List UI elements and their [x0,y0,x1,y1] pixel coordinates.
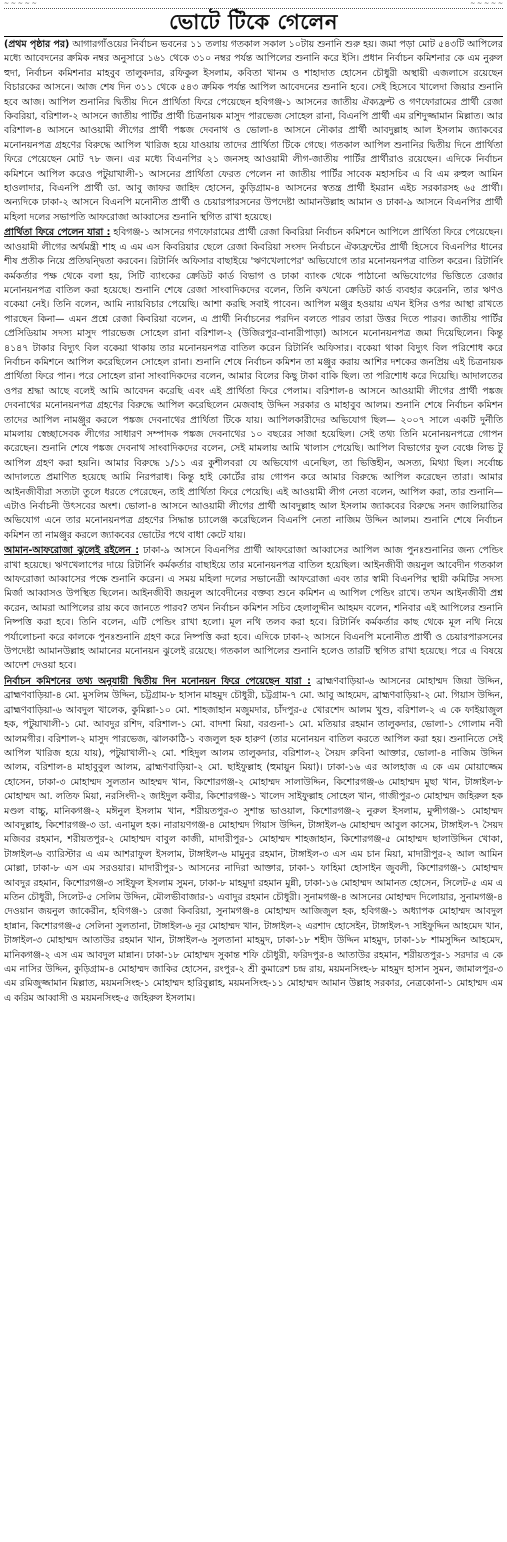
top-strip-right: ~ ~ ~ ~ ~ [470,0,503,7]
paragraph-text: আগারগাঁওয়ের নির্বাচন ভবনের ১১ তলায় গতকাল সকাল ১০টায় শুনানি শুরু হয়। জমা পড়া মোট ৫৪৩টি আপিলের মধ্যে আবেদনের ক্রমিক নম্বর অনুসারে ১৬১ থেকে ৩১০ নম্বর পর্যন্ত আপিলের শুনানি করে ইসি। প্রধান নির্বাচন কমিশনার কে এম নুরুল হুদা, নির্বাচন কমিশনার মাহবুব তালুকদার, রফিকুল ইসলাম, কবিতা খানম ও শাহাদাত হোসেন চৌধুরী অস্থায়ী এজলাসে রয়েছেন বিচারকের আসনে। আজ শেষ দিন ৩১১ থেকে ৫৪৩ ক্রমিক পর্যন্ত আপিল আবেদনের শুনানি হবে। সেই হিসেবে খালেদা জিয়ার শুনানি হবে আজ। আপিল শুনানির দ্বিতীয় দিনে প্রার্থিতা ফিরে পেয়েছেন হবিগঞ্জ-১ আসনের জাতীয় ঐক্যফ্রন্ট ও গণফোরামের প্রার্থী রেজা কিবরিয়া, বরিশাল-২ আসনে জাতীয় পার্টির প্রার্থী চিত্রনায়ক মাসুদ পারভেজ সোহেল রানা, বিএনপি প্রার্থী এম রশিদুজ্জামান মিল্লাত। আর বরিশাল-৪ আসনে আওয়ামী লীগের প্রার্থী পঙ্কজ দেবনাথ ও ভোলা-৪ আসনে নৌকার প্রার্থী আবদুল্লাহ আল ইসলাম জ্যাকবের মনোনয়নপত্র গ্রহণের বিরুদ্ধে আপিল খারিজ হয়ে যাওয়ায় তাদের প্রার্থিতা টিকে গেছে। গতকাল আপিল শুনানির দ্বিতীয় দিনে প্রার্থিতা ফিরে পেয়েছেন মোট ৭৮ জন। এর মধ্যে বিএনপির ২১ জনসহ আওয়ামী লীগ-জাতীয় পার্টির প্রার্থীরাও রয়েছেন। এদিকে নির্বাচন কমিশনে আপিল করেও পটুয়াখালী-১ আসনের প্রার্থিতা ফেরত পেলেন না জাতীয় পার্টির সাবেক মহাসচিব এ বি এম রুহুল আমিন হাওলাদার, বিএনপি প্রার্থী ডা. আবু জাফর জাহিদ হোসেন, কুড়িগ্রাম-৪ আসনের স্বতন্ত্র প্রার্থী ইমরান এইচ সরকারসহ ৬৫ প্রার্থী। অন্যদিকে ঢাকা-২ আসনে বিএনপি মনোনীত প্রার্থী ও চেয়ারপারসনের উপদেষ্টা আমানউল্লাহ আমান ও ঢাকা-৯ আসনে বিএনপির প্রার্থী মহিলা দলের সভাপতি আফরোজা আব্বাসের শুনানি স্থগিত রাখা হয়েছে। [4,39,503,223]
paragraph-list [4,675,503,1006]
paragraph-text: ঢাকা-৯ আসনে বিএনপির প্রার্থী আফরোজা আব্বাসের আপিল আজ পুনঃশুনানির জন্য পেন্ডিং রাখা হয়েছে। ঋণখেলাপের দায়ে রিটার্নিং কর্মকর্তার বাছাইয়ে তার মনোনয়নপত্র বাতিল হয়েছিল। আইনজীবী জয়নুল আবেদীন গতকাল আফরোজা আব্বাসের পক্ষে শুনানি করেন। এ সময় মহিলা দলের সভানেত্রী আফরোজা এবং তার স্বামী বিএনপির স্থায়ী কমিটির সদস্য মির্জা আব্বাসও উপস্থিত ছিলেন। আইনজীবী জয়নুল আবেদীনের বক্তব্য শুনে কমিশন এ আপিল পেন্ডিং রাখে। তখন আইনজীবী প্রশ্ন করেন, আমরা আপিলের রায় কবে জানতে পারব? তখন নির্বাচন কমিশন সচিব হেলালুদ্দীন আহমদ বলেন, শনিবার এই আপিলের শুনানি নিষ্পত্তি করা হবে। তিনি বলেন, এটি পেন্ডিং রাখা হলো। মূল নথি তলব করা হবে। রিটার্নিং কর্মকর্তার কাছ থেকে মূল নথি নিয়ে পর্যালোচনা করে কালকে পুনঃশুনানি গ্রহণ করে নিষ্পত্তি করা হবে। এদিকে ঢাকা-২ আসনে বিএনপি মনোনীত প্রার্থী ও চেয়ারপারসনের উপদেষ্টা আমানউল্লাহ আমানের মনোনয়ন ঝুলেই রয়েছে। গতকাল আপিলের শুনানি হলেও তারটি স্থগিত রাখা হয়েছে। পরে এ বিষয়ে আদেশ দেওয়া হবে। [4,545,503,672]
top-strip-left: ~ ~ ~ ~ ~ [4,0,37,7]
subheading-pending: আমান-আফরোজা ঝুলেই রইলেন : [4,545,139,557]
continuation-marker: (প্রথম পৃষ্ঠার পর) [4,39,70,50]
paragraph-text: ব্রাহ্মণবাড়িয়া-৬ আসনের মোহাম্মদ জিয়া উদ্দিন, ব্রাহ্মণবাড়িয়া-৪ মো. মুসলিম উদ্দিন, চট্টগ্রাম-৮ হাসান মাহমুদ চৌধুরী, চট্টগ্রাম-৭ মো. আবু আহমেদ, ব্রাহ্মণবাড়িয়া-২ মো. গিয়াস উদ্দিন, ব্রাহ্মণবাড়িয়া-৬ আবদুল খালেক, কুমিল্লা-১০ মো. শাহজাহান মজুমদার, চাঁদপুর-৫ খোরশেদ আলম খুশু, বরিশাল-২ এ কে ফাইয়াজুল হক, পটুয়াখালী-১ মো. আবদুর রশিদ, বরিশাল-১ মো. বাদশা মিয়া, বরগুনা-১ মো. মতিয়ার রহমান তালুকদার, ভোলা-১ গোলাম নবী আলমগীর। বরিশাল-২ মাসুদ পারভেজ, ঝালকাঠি-১ বজলুল হক হারুণ (তার মনোনয়ন বাতিল করতে আপিল করা হয়। শুনানিতে সেই আপিল খারিজ হয়ে যায়), পটুয়াখালী-২ মো. শহিদুল আলম তালুকদার, বরিশাল-২ সৈয়দ রুবিনা আক্তার, ভোলা-৪ নাজিম উদ্দিন আলম, বরিশাল-৪ মাহাবুবুল আলম, ব্রাহ্মণবাড়িয়া-২ মো. ছাইফুল্লাহ (হুমায়ুন মিয়া)। ঢাকা-১৬ এর আলহাজ এ কে এম মোয়াজ্জেম হোসেন, ঢাকা-৩ মোহাম্মদ সুলতান আহম্মদ খান, কিশোরগঞ্জ-২ মোহাম্মদ সালাউদ্দিন, কিশোরগঞ্জ-৬ মোহাম্মদ মুছা খান, টাঙ্গাইল-৮ মোহাম্মদ আ. লতিফ মিয়া, নরসিংদী-২ জাইদুল কবীর, কিশোরগঞ্জ-১ খালেদ সাইফুল্লাহ সোহেল খান, গাজীপুর-৩ মোহাম্মদ জহিরুল হক মণ্ডল বাচ্চু, মানিকগঞ্জ-২ মঈনুল ইসলাম খান, শরীয়তপুর-৩ সুশান্ত ভাওয়াল, কিশোরগঞ্জ-২ নুরুল ইসলাম, মুন্সীগঞ্জ-১ মোহাম্মদ আবদুল্লাহ, কিশোরগঞ্জ-৩ ডা. এনামুল হক। নারায়ণগঞ্জ-৪ মোহাম্মদ গিয়াস উদ্দিন, টাঙ্গাইল-৬ মোহাম্মদ আবুল কাসেম, টাঙ্গাইল-৭ সৈয়দ মজিবর রহমান, শরীয়তপুর-২ মোহাম্মদ বাবুল কাজী, মাদারীপুর-১ মোহাম্মদ শাহজাহান, কিশোরগঞ্জ-৫ মোহাম্মদ ছালাউদ্দিন খোকা, টাঙ্গাইল-৬ ব্যারিস্টার এ এম আশরাফুল ইসলাম, টাঙ্গাইল-৬ মামুনুর রহমান, টাঙ্গাইল-৩ এস এম চান মিয়া, মাদারীপুর-২ আল আমিন মোল্লা, ঢাকা-৮ এস এম সরওয়ার। মাদারীপুর-১ আসনের নাদিরা আক্তার, ঢাকা-১ ফাহিমা হোসাইন জুবলী, কিশোরগঞ্জ-১ মোহাম্মদ আবদুর রহমান, কিশোরগঞ্জ-৩ সাইফুল ইসলাম সুমন, ঢাকা-৮ মাহমুদা রহমান মুন্নী, ঢাকা-১৬ মোহাম্মদ আমানত হোসেন, সিলেট-৫ এম এ মতিন চৌধুরী, সিলেট-৫ সেলিম উদ্দিন, মৌলভীবাজার-১ এবাদুর রহমান চৌধুরী। সুনামগঞ্জ-৪ আসনের মোহাম্মদ দিলোয়ার, সুনামগঞ্জ-৪ দেওয়ান জয়নুল জাকেরীন, হবিগঞ্জ-১ রেজা কিবরিয়া, সুনামগঞ্জ-৪ মোহাম্মদ আজিজুল হক, হবিগঞ্জ-১ অধ্যাপক মোহাম্মদ আবদুল হান্নান, কিশোরগঞ্জ-৫ সেলিনা সুলতানা, টাঙ্গাইল-৬ নূর মোহাম্মদ খান, টাঙ্গাইল-২ এরশাদ হোসেইন, টাঙ্গাইল-৭ সাইফুদ্দিন আহমেদ খান, টাঙ্গাইল-৩ মোহাম্মদ আতাউর রহমান খান, টাঙ্গাইল-৬ সুলতানা মাহমুদ, ঢাকা-১৮ শহীদ উদ্দিন মাহমুদ, ঢাকা-১৮ শামসুদ্দিন আহমেদ, মানিকগঞ্জ-২ এস এম আবদুল মান্নান। ঢাকা-১৮ মোহাম্মদ সুকান্ত শফি চৌধুরী, ফরিদপুর-৪ আতাউর রহমান, শরীয়তপুর-১ সরদার এ কে এম নাসির উদ্দিন, কুড়িগ্রাম-৪ মোহাম্মদ জাকির হোসেন, রংপুর-২ শ্রী কুমারেশ চন্দ্র রায়, ময়মনসিংহ-৮ মাহমুদ হাসান সুমন, জামালপুর-৩ এম রমিজুজ্জামান মিল্লাত, ময়মনসিংহ-১ মোহাম্মদ হারিবুল্লাহ, ময়মনসিংহ-১১ মোহাম্মদ আমান উল্লাহ সরকার, নেত্রকোনা-১ মোহাম্মদ এম এ করিম আব্বাসী ও ময়মনসিংহ-৫ জহিরুল ইসলাম। [4,675,503,1004]
headline-row [4,8,503,37]
article-headline: ভোটে টিকে গেলেন [169,10,338,34]
subheading-list: নির্বাচন কমিশনের তথ্য অনুযায়ী দ্বিতীয় দিন মনোনয়ন ফিরে পেয়েছেন যারা : [4,675,311,687]
paragraph-pending [4,544,503,674]
paragraph-text: হবিগঞ্জ-১ আসনের গণফোরামের প্রার্থী রেজা কিবরিয়া নির্বাচন কমিশনে আপিলে প্রার্থিতা ফিরে পেয়েছেন। আওয়ামী লীগের অর্থমন্ত্রী শাহ এ এম এস কিবরিয়ার ছেলে রেজা কিবরিয়া সংসদ নির্বাচনে ঐক্যফ্রন্টের প্রার্থী হিসেবে বিএনপির ধানের শীষ প্রতীক নিয়ে প্রতিদ্বন্দ্বিতা করবেন। রিটার্নিং অফিসার বাছাইয়ে 'ঋণখেলাপের' অভিযোগে তার মনোনয়নপত্র বাতিল করেন। রিটার্নিং কর্মকর্তার পক্ষ থেকে বলা হয়, সিটি ব্যাংকের ক্রেডিট কার্ড বিভাগ ও ঢাকা ব্যাংক থেকে পাঠানো অভিযোগের ভিত্তিতে রেজার মনোনয়নপত্র বাতিল করা হয়েছে। শুনানি শেষে রেজা সাংবাদিকদের বলেন, তিনি কখনো ক্রেডিট কার্ড ব্যবহার করেননি, তার ঋণও বকেয়া নেই। তিনি বলেন, আমি ন্যায়বিচার পেয়েছি। আশা করছি সবাই পাবেন। আপিল মঞ্জুর হওয়ায় এখন ইসির ওপর আস্থা রাখতে পারছেন কিনা— এমন প্রশ্নে রেজা কিবরিয়া বলেন, এ প্রার্থী নির্বাচনের পরদিন বলতে পারব তারা উত্তর দিতে পারব। জাতীয় পার্টির প্রেসিডিয়াম সদস্য মাসুদ পারভেজ সোহেল রানা বরিশাল-২ (উজিরপুর-বানারীপাড়া) আসনে মনোনয়নপত্র জমা দিয়েছিলেন। কিন্তু ৪১৪৭ টাকার বিদ্যুৎ বিল বকেয়া থাকায় তার মনোনয়নপত্র বাতিল করেন রিটার্নিং অফিসার। বকেয়া থাকা বিদ্যুৎ বিল পরিশোধ করে নির্বাচন কমিশনে আপিল করেছিলেন সোহেল রানা। শুনানি শেষে নির্বাচন কমিশন তা মঞ্জুর করায় আশির দশকের জনপ্রিয় এই চিত্রনায়ক প্রার্থিতা ফিরে পান। পরে সোহেল রানা সাংবাদিকদের বলেন, আমার বিলের কিছু টাকা বাকি ছিল। তা পরিশোধ করে দিয়েছি। আদালতের ওপর শ্রদ্ধা আছে বলেই আমি আবেদন করেছি এবং এই প্রার্থিতা ফিরে পেলাম। বরিশাল-৪ আসনে আওয়ামী লীগের প্রার্থী পঙ্কজ দেবনাথের মনোনয়নপত্র গ্রহণের বিরুদ্ধে আপিল করেছিলেন মেজবাহ উদ্দিন সরকার ও মাহাবুব আলম। শুনানি শেষে নির্বাচন কমিশন তাদের আপিল নামঞ্জুর করলে পঙ্কজ দেবনাথের প্রার্থিতা টিকে যায়। আপিলকারীদের অভিযোগ ছিল— ২০০৭ সালে একটি দুর্নীতি মামলায় স্বেচ্ছাসেবক লীগের সাধারণ সম্পাদক পঙ্কজ দেবনাথের ১০ বছরের সাজা হয়েছিল। সেই তথ্য তিনি মনোনয়নপত্রে গোপন করেছেন। শুনানি শেষে পঙ্কজ দেবনাথ সাংবাদিকদের বলেন, সেই মামলায় আমি খালাস পেয়েছি। আপিল বিভাগের ফুল বেঞ্চে লিভ টু আপিল গ্রহণ করা হয়নি। আমার বিরুদ্ধে ১/১১ এর কুশীলবরা যে অভিযোগ এনেছিল, তা ভিত্তিহীন, অসত্য, মিথ্যা ছিল। সর্বোচ্চ আদালতে প্রমাণিত হয়েছে আমি নিরপরাধ। কিন্তু হাই কোর্টের রায় গোপন করে আমার বিরুদ্ধে আপিল করেছেন তারা। আমার আইনজীবীরা সত্যটা তুলে ধরতে পেরেছেন, তাই প্রার্থিতা ফিরে পেয়েছি। এই আওয়ামী লীগ নেতা বলেন, আপিল করা, তার শুনানি— এটাও নির্বাচনী উৎসবের অংশ। ভোলা-৪ আসনে আওয়ামী লীগের প্রার্থী আবদুল্লাহ আল ইসলাম জ্যাকবের বিরুদ্ধে সনদ জালিয়াতির অভিযোগ এনে তার মনোনয়নপত্র গ্রহণের সিদ্ধান্ত চ্যালেঞ্জ করেছিলেন বিএনপি নেতা নাজিম উদ্দিন আলম। শুনানি শেষে নির্বাচন কমিশন তা নামঞ্জুর করলে জ্যাকবের ভোটের পথে বাধা কেটে যায়। [4,227,503,541]
article-body [4,38,503,1536]
paragraph-intro [4,38,503,225]
subheading-regained: প্রার্থিতা ফিরে পেলেন যারা : [4,227,111,239]
paragraph-regained [4,226,503,543]
